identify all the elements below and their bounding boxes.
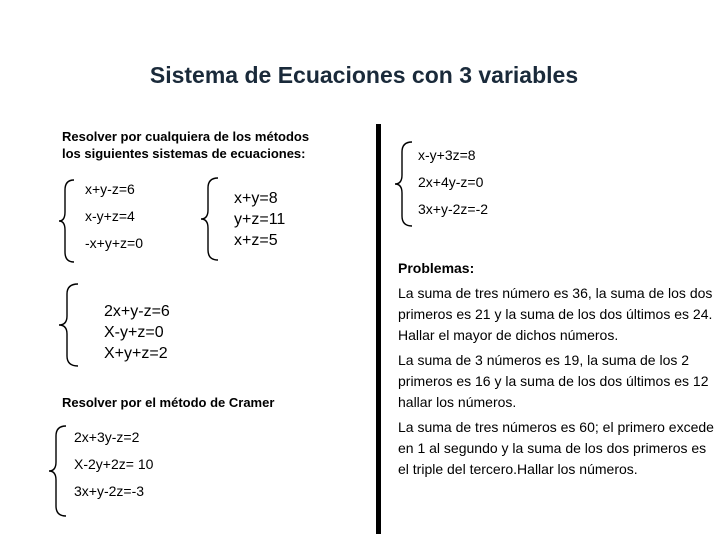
equation: x-y+3z=8 [418, 147, 476, 163]
brace-system1 [58, 178, 78, 264]
problems-title: Problemas: [398, 260, 475, 276]
equation-system-5 [418, 142, 488, 223]
instruction-line: Resolver por cualquiera de los métodos [62, 129, 310, 144]
problem-item: La suma de tres números es 60; el primero excede en 1 al segundo y la suma de los dos primeros es el triple del tercero.Hallar los números. [398, 419, 714, 477]
page-title: Sistema de Ecuaciones con 3 variables [149, 62, 579, 88]
equation: 2x+y-z=6 [104, 303, 170, 320]
equation: 2x+4y-z=0 [418, 174, 484, 190]
equation: X-2y+2z= 10 [74, 456, 154, 472]
instruction-text [62, 128, 309, 162]
equation-system-3 [104, 301, 170, 364]
brace-system5 [394, 140, 416, 228]
equation: X+y+z=2 [104, 345, 168, 362]
equation: -x+y+z=0 [85, 235, 143, 251]
problem-item: La suma de 3 números es 19, la suma de los 2 primeros es 16 y la suma de los dos últimos es 12 hallar los números. [398, 352, 709, 410]
brace-system3 [58, 282, 82, 368]
equation-system-2 [234, 188, 285, 251]
equation: X-y+z=0 [104, 324, 164, 341]
problems-section [398, 258, 716, 484]
equation: 3x+y-2z=-2 [418, 201, 489, 217]
problem-item: La suma de tres número es 36, la suma de los dos primeros es 21 y la suma de los dos últimos es 24. Hallar el mayor de dichos números. [398, 285, 713, 343]
vertical-divider [376, 124, 381, 534]
equation-system-4 [74, 424, 153, 505]
cramer-label: Resolver por el método de Cramer [62, 395, 275, 410]
equation: x-y+z=4 [85, 208, 135, 224]
equation: x+z=5 [234, 232, 278, 249]
brace-system4 [48, 424, 70, 518]
equation: y+z=11 [234, 211, 286, 228]
brace-system2 [200, 176, 222, 262]
equation: 3x+y-2z=-3 [74, 483, 145, 499]
instruction-line: los siguientes sistemas de ecuaciones: [62, 146, 306, 161]
equation-system-1 [85, 176, 143, 257]
equation: x+y-z=6 [85, 181, 135, 197]
equation: x+y=8 [234, 190, 278, 207]
equation: 2x+3y-z=2 [74, 429, 140, 445]
